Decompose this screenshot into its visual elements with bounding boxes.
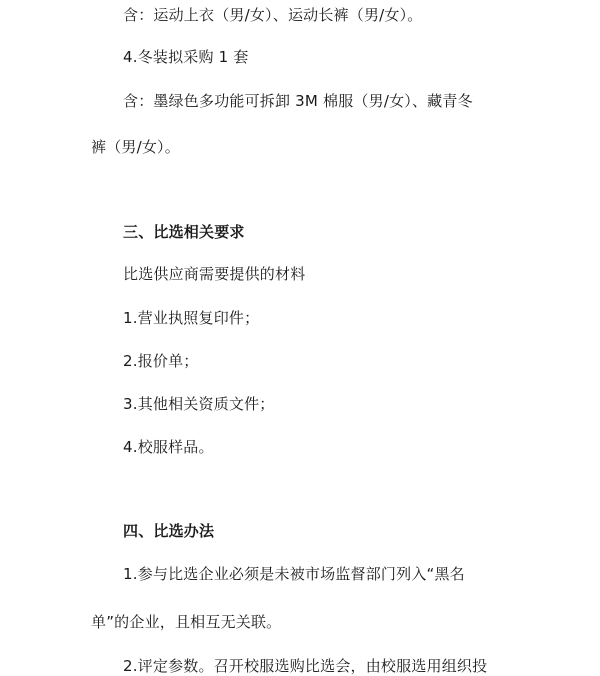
paragraph-summer-contents: 含：运动上衣（男/女）、运动长裤（男/女）。 — [123, 6, 423, 24]
list-item-samples: 4.校服样品。 — [123, 438, 214, 456]
paragraph-materials-intro: 比选供应商需要提供的材料 — [123, 265, 306, 283]
list-item-quote: 2.报价单； — [123, 352, 199, 370]
paragraph-winter-item: 4.冬装拟采购 1 套 — [123, 48, 249, 66]
list-item-license: 1.营业执照复印件； — [123, 309, 260, 327]
paragraph-method-1: 1.参与比选企业必须是未被市场监督部门列入“黑名 — [123, 565, 465, 583]
section-heading-requirements: 三、比选相关要求 — [123, 223, 245, 241]
paragraph-winter-contents: 含：墨绿色多功能可拆卸 3M 棉服（男/女）、藏青冬 — [123, 92, 473, 110]
list-item-qualifications: 3.其他相关资质文件； — [123, 395, 275, 413]
paragraph-winter-contents-cont: 裤（男/女）。 — [91, 138, 180, 156]
paragraph-method-2: 2.评定参数。召开校服选购比选会，由校服选用组织投 — [123, 657, 488, 675]
section-heading-method: 四、比选办法 — [123, 522, 215, 540]
paragraph-method-1-cont: 单”的企业，且相互无关联。 — [91, 613, 282, 631]
